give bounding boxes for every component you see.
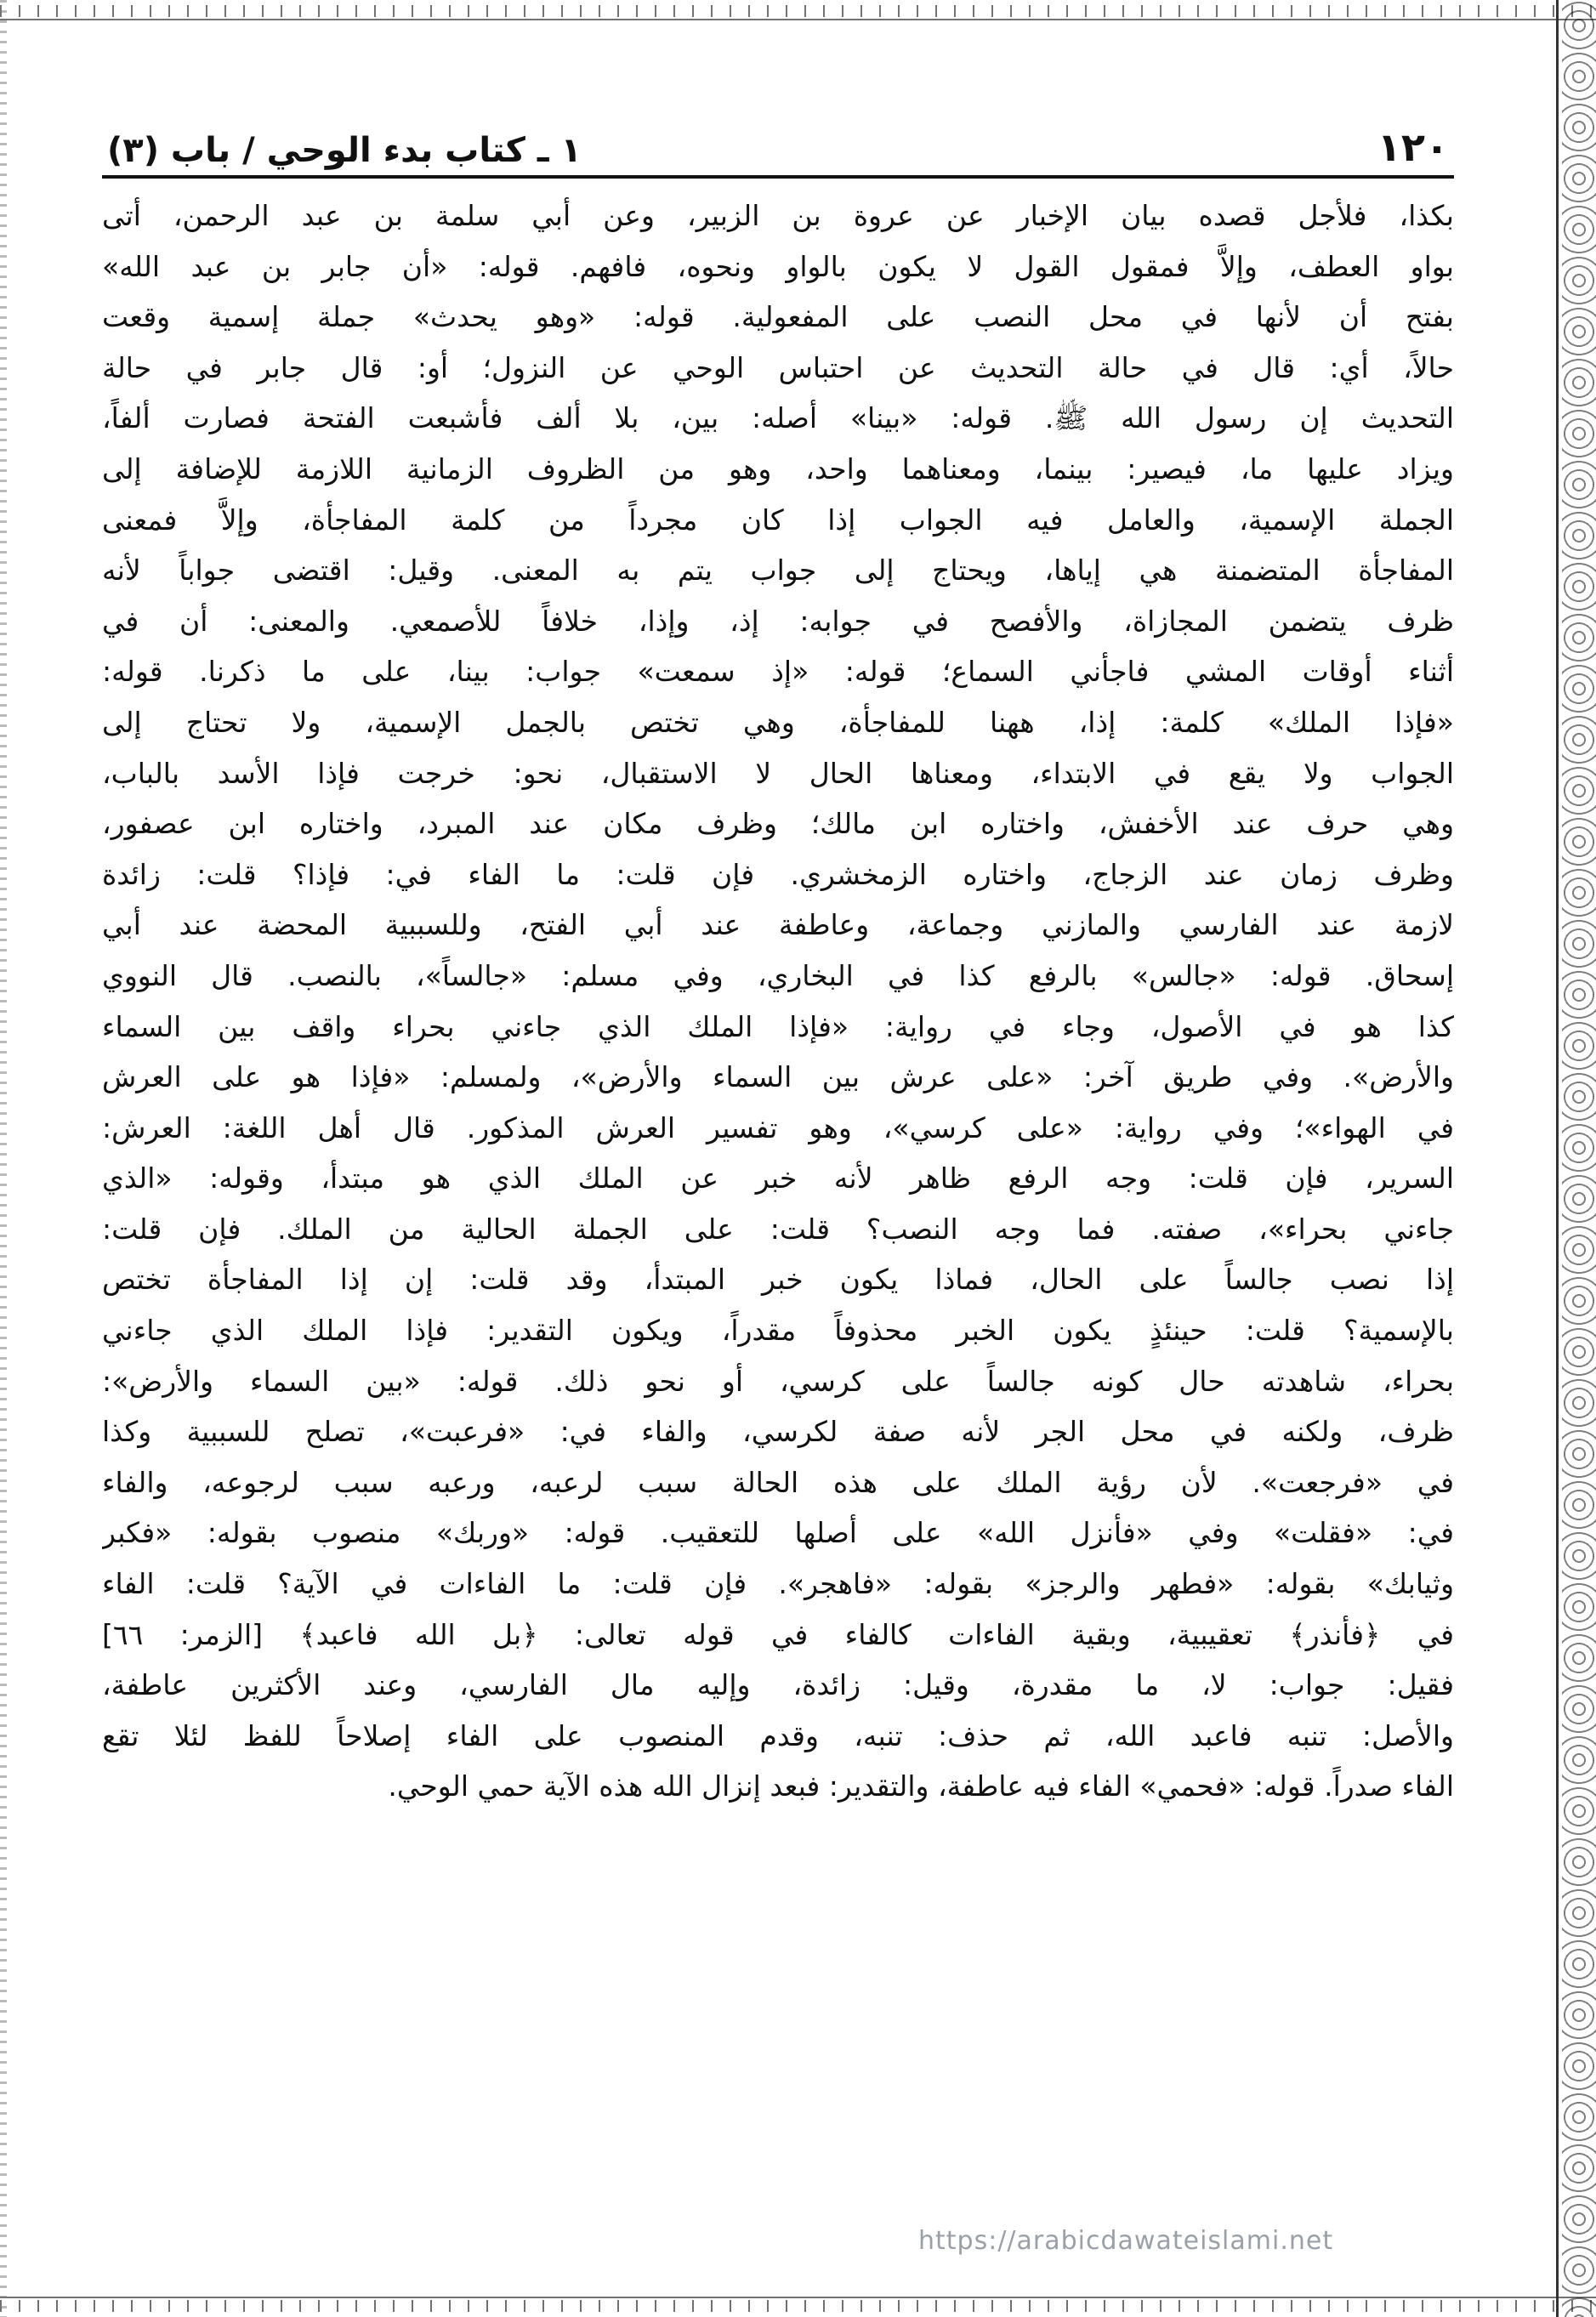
book-page [102, 102, 1454, 1812]
text-line: السرير، فإن قلت: وجه الرفع ظاهر لأنه خبر عن الملك الذي هو مبتدأ، وقوله: «الذي [102, 1161, 1454, 1195]
text-line: فقيل: جواب: لا، ما مقدرة، وقيل: زائدة، وإليه مال الفارسي، وعند الأكثرين عاطفة، [102, 1668, 1454, 1702]
left-dotted-border [0, 0, 7, 2317]
text-line: أثناء أوقات المشي فاجأني السماع؛ قوله: «إذ سمعت» جواب: بينا، على ما ذكرنا. قوله: [102, 655, 1454, 689]
text-line: إسحاق. قوله: «جالس» بالرفع كذا في البخاري، وفي مسلم: «جالساً»، بالنصب. قال النووي [102, 958, 1454, 992]
text-line: بفتح أن لأنها في محل النصب على المفعولية. قوله: «وهو يحدث» جملة إسمية وقعت [102, 300, 1454, 334]
text-line: ويزاد عليها ما، فيصير: بينما، ومعناهما واحد، وهو من الظروف الزمانية اللازمة للإضافة إلى [102, 451, 1454, 486]
text-line: كذا هو في الأصول، وجاء في رواية: «فإذا الملك الذي جاءني بحراء واقف بين السماء [102, 1009, 1454, 1043]
text-line: لازمة عند الفارسي والمازني وجماعة، وعاطفة عند أبي الفتح، وللسببية المحضة عند أبي [102, 908, 1454, 942]
text-line: إذا نصب جالساً على الحال، فماذا يكون خبر المبتدأ، وقد قلت: إن إذا المفاجأة تختص [102, 1263, 1454, 1297]
right-ornament-border [1562, 0, 1596, 2317]
text-line: بحراء، شاهدته حال كونه جالساً على كرسي، أو نحو ذلك. قوله: «بين السماء والأرض»: [102, 1364, 1454, 1398]
text-line: «فإذا الملك» كلمة: إذا، ههنا للمفاجأة، وهي تختص بالجمل الإسمية، ولا تحتاج إلى [102, 705, 1454, 739]
text-line: الفاء صدراً. قوله: «فحمي» الفاء فيه عاطفة، والتقدير: فبعد إنزال الله هذه الآية حمي الوحي. [388, 1769, 1454, 1803]
page-number: ١٢٠ [1377, 124, 1449, 170]
right-border-rule [1556, 0, 1559, 2317]
header-rule [102, 175, 1454, 179]
text-line: وظرف زمان عند الزجاج، واختاره الزمخشري. فإن قلت: ما الفاء في: فإذا؟ قلت: زائدة [102, 857, 1454, 891]
text-line: بواو العطف، وإلاَّ فمقول القول لا يكون بالواو ونحوه، فافهم. قوله: «أن جابر بن عبد الله» [102, 249, 1454, 283]
text-line: في ﴿فأنذر﴾ تعقيبية، وبقية الفاءات كالفاء في قوله تعالى: ﴿بل الله فاعبد﴾ [الزمر: ٦٦] [102, 1617, 1454, 1651]
text-line: والأرض». وفي طريق آخر: «على عرش بين السماء والأرض»، ولمسلم: «فإذا هو على العرش [102, 1060, 1454, 1094]
top-ornament-border [0, 0, 1596, 22]
text-line: التحديث إن رسول الله ﷺ. قوله: «بينا» أصله: بين، بلا ألف فأشبعت الفتحة فصارت ألفاً، [102, 401, 1454, 435]
text-line: ظرف يتضمن المجازاة، والأفصح في جوابه: إذ، وإذا، خلافاً للأصمعي. والمعنى: أن في [102, 604, 1454, 638]
text-line: الجواب ولا يقع في الابتداء، ومعناها الحال لا الاستقبال، نحو: خرجت فإذا الأسد بالباب، [102, 756, 1454, 790]
text-line: المفاجأة المتضمنة هي إياها، ويحتاج إلى جواب يتم به المعنى. وقيل: اقتضى جواباً لأنه [102, 554, 1454, 588]
text-line: وثيابك» بقوله: «فطهر والرجز» بقوله: «فاهجر». فإن قلت: ما الفاءات في الآية؟ قلت: الفاء [102, 1567, 1454, 1601]
text-line: جاءني بحراء»، صفته. فما وجه النصب؟ قلت: على الجملة الحالية من الملك. فإن قلت: [102, 1212, 1454, 1246]
bottom-ornament-border [0, 2295, 1596, 2317]
running-title: ١ ـ كتاب بدء الوحي / باب (٣) [107, 131, 582, 170]
text-line: ظرف، ولكنه في محل الجر لأنه صفة لكرسي، والفاء في: «فرعبت»، تصلح للسببية وكذا [102, 1415, 1454, 1449]
page-header [102, 102, 1454, 170]
text-line: في الهواء»؛ وفي رواية: «على كرسي»، وهو تفسير العرش المذكور. قال أهل اللغة: العرش: [102, 1110, 1454, 1144]
text-line: في: «فقلت» وفي «فأنزل الله» على أصلها للتعقيب. قوله: «وربك» منصوب بقوله: «فكبر [102, 1516, 1454, 1550]
text-line: حالاً، أي: قال في حالة التحديث عن احتباس الوحي عن النزول؛ أو: قال جابر في حالة [102, 350, 1454, 384]
watermark: https://arabicdawateislami.net [918, 2226, 1334, 2256]
text-line: وهي حرف عند الأخفش، واختاره ابن مالك؛ وظرف مكان عند المبرد، واختاره ابن عصفور، [102, 807, 1454, 841]
text-line: بالإسمية؟ قلت: حينئذٍ يكون الخبر محذوفاً مقدراً، ويكون التقدير: فإذا الملك الذي جاءني [102, 1314, 1454, 1348]
text-line: والأصل: تنبه فاعبد الله، ثم حذف: تنبه، وقدم المنصوب على الفاء إصلاحاً للفظ لئلا تقع [102, 1718, 1454, 1752]
text-line: في «فرجعت». لأن رؤية الملك على هذه الحالة سبب لرعبه، ورعبه سبب لرجوعه، والفاء [102, 1465, 1454, 1499]
body-text [102, 190, 1454, 1812]
text-line: الجملة الإسمية، والعامل فيه الجواب إذا كان مجرداً من كلمة المفاجأة، وإلاَّ فمعنى [102, 503, 1454, 537]
text-line: بكذا، فلأجل قصده بيان الإخبار عن عروة بن الزبير، وعن أبي سلمة بن عبد الرحمن، أتى [102, 199, 1454, 232]
